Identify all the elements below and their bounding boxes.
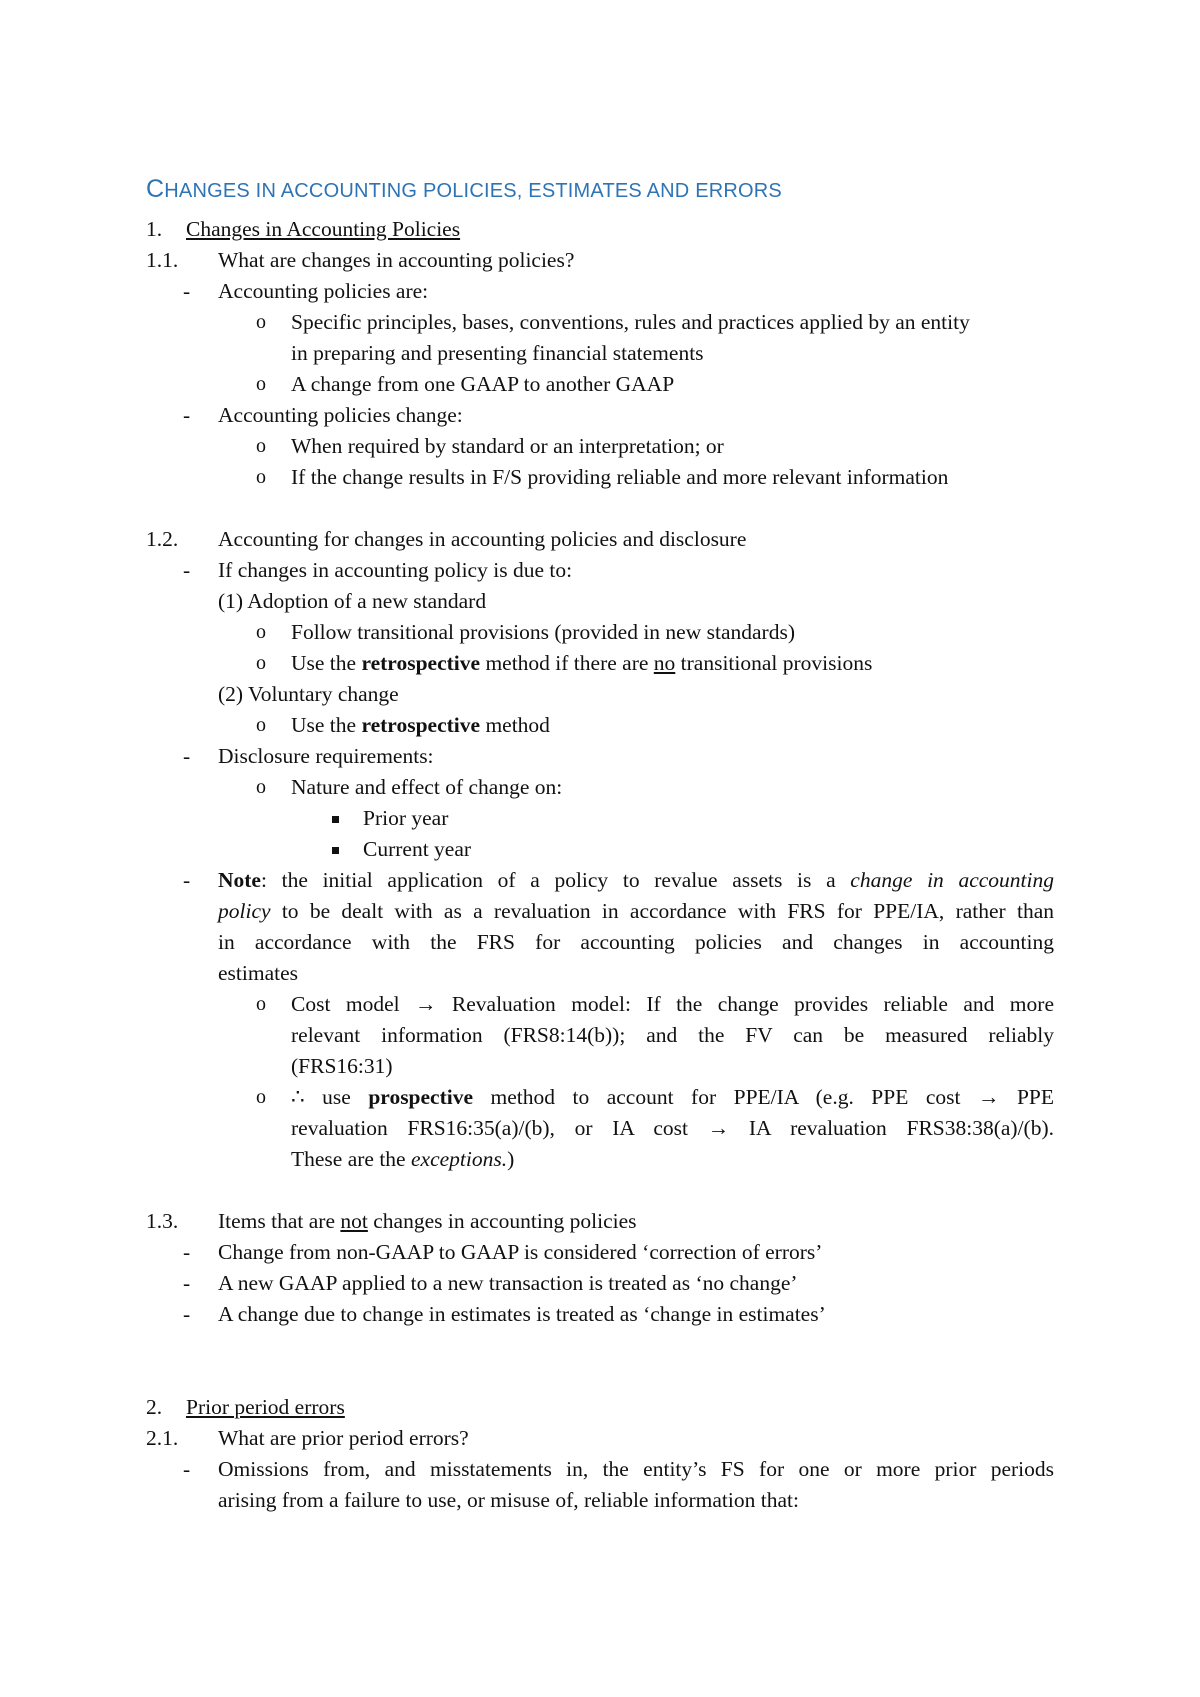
bullet-text: ∴ use prospective method to account for PPE/IA (e.g. PPE cost → PPE — [291, 1085, 1054, 1109]
subsection-1-3-number: 1.3. — [146, 1209, 179, 1233]
circle-bullet: o — [256, 993, 266, 1015]
dash-bullet: - — [183, 744, 191, 768]
square-bullet — [332, 847, 339, 854]
dash-bullet: - — [183, 558, 191, 582]
section-2-heading: Prior period errors — [186, 1395, 345, 1419]
bullet-text: A change from one GAAP to another GAAP — [291, 372, 675, 396]
bullet-text: Prior year — [363, 806, 449, 830]
dash-bullet: - — [183, 1302, 191, 1326]
bullet-text: When required by standard or an interpretation; or — [291, 434, 724, 458]
numbered-item: (1) Adoption of a new standard — [218, 589, 487, 613]
note-line: in accordance with the FRS for accounting policies and changes in accounting — [218, 930, 1054, 954]
dash-bullet: - — [183, 1271, 191, 1295]
bullet-text: If the change results in F/S providing reliable and more relevant information — [291, 465, 949, 489]
bullet-text: in preparing and presenting financial statements — [291, 341, 704, 365]
dash-bullet: - — [183, 279, 191, 303]
circle-bullet: o — [256, 621, 266, 643]
bullet-text: arising from a failure to use, or misuse of, reliable information that: — [218, 1488, 799, 1512]
bullet-text: Nature and effect of change on: — [291, 775, 563, 799]
note-line: estimates — [218, 961, 299, 985]
bullet-text: Disclosure requirements: — [218, 744, 434, 768]
numbered-item: (2) Voluntary change — [218, 682, 399, 706]
bullet-text: These are the exceptions.) — [291, 1147, 515, 1171]
bullet-text: A new GAAP applied to a new transaction is treated as ‘no change’ — [218, 1271, 798, 1295]
accounting-policies-change: Accounting policies change: — [218, 403, 463, 427]
bullet-text: A change due to change in estimates is treated as ‘change in estimates’ — [218, 1302, 826, 1326]
subsection-2-1-title: What are prior period errors? — [218, 1426, 469, 1450]
bullet-text: (FRS16:31) — [291, 1054, 393, 1078]
bullet-text: Use the retrospective method if there are no transitional provisions — [291, 651, 873, 675]
circle-bullet: o — [256, 652, 266, 674]
subsection-1-1-number: 1.1. — [146, 248, 179, 272]
dash-bullet: - — [183, 1457, 191, 1481]
bullet-text: Use the retrospective method — [291, 713, 550, 737]
bullet-text: Specific principles, bases, conventions, rules and practices applied by an entity — [291, 310, 970, 334]
section-1-number: 1. — [146, 217, 163, 241]
page-title: CHANGES IN ACCOUNTING POLICIES, ESTIMATES AND ERRORS — [146, 175, 782, 203]
circle-bullet: o — [256, 311, 266, 333]
section-2-number: 2. — [146, 1395, 163, 1419]
circle-bullet: o — [256, 776, 266, 798]
square-bullet — [332, 816, 339, 823]
subsection-1-1-title: What are changes in accounting policies? — [218, 248, 575, 272]
accounting-policies-are: Accounting policies are: — [218, 279, 429, 303]
subsection-2-1-number: 2.1. — [146, 1426, 179, 1450]
bullet-text: revaluation FRS16:35(a)/(b), or IA cost → IA revaluation FRS38:38(a)/(b). — [291, 1116, 1054, 1140]
section-1-heading: Changes in Accounting Policies — [186, 217, 461, 241]
subsection-1-3-title: Items that are not changes in accounting policies — [218, 1209, 637, 1233]
bullet-text: If changes in accounting policy is due to: — [218, 558, 573, 582]
note-line: Note: the initial application of a policy to revalue assets is a change in accounting — [218, 868, 1054, 892]
circle-bullet: o — [256, 1086, 266, 1108]
bullet-text: Change from non-GAAP to GAAP is considered ‘correction of errors’ — [218, 1240, 823, 1264]
bullet-text: Follow transitional provisions (provided in new standards) — [291, 620, 795, 644]
circle-bullet: o — [256, 714, 266, 736]
subsection-1-2-title: Accounting for changes in accounting policies and disclosure — [218, 527, 747, 551]
circle-bullet: o — [256, 466, 266, 488]
dash-bullet: - — [183, 403, 191, 427]
bullet-text: Omissions from, and misstatements in, the entity’s FS for one or more prior periods — [218, 1457, 1054, 1481]
bullet-text: Current year — [363, 837, 472, 861]
bullet-text: relevant information (FRS8:14(b)); and the FV can be measured reliably — [291, 1023, 1054, 1047]
subsection-1-2-number: 1.2. — [146, 527, 179, 551]
note-line: policy to be dealt with as a revaluation in accordance with FRS for PPE/IA, rather than — [218, 899, 1054, 923]
dash-bullet: - — [183, 1240, 191, 1264]
bullet-text: Cost model → Revaluation model: If the change provides reliable and more — [291, 992, 1054, 1016]
dash-bullet: - — [183, 868, 191, 892]
circle-bullet: o — [256, 373, 266, 395]
circle-bullet: o — [256, 435, 266, 457]
